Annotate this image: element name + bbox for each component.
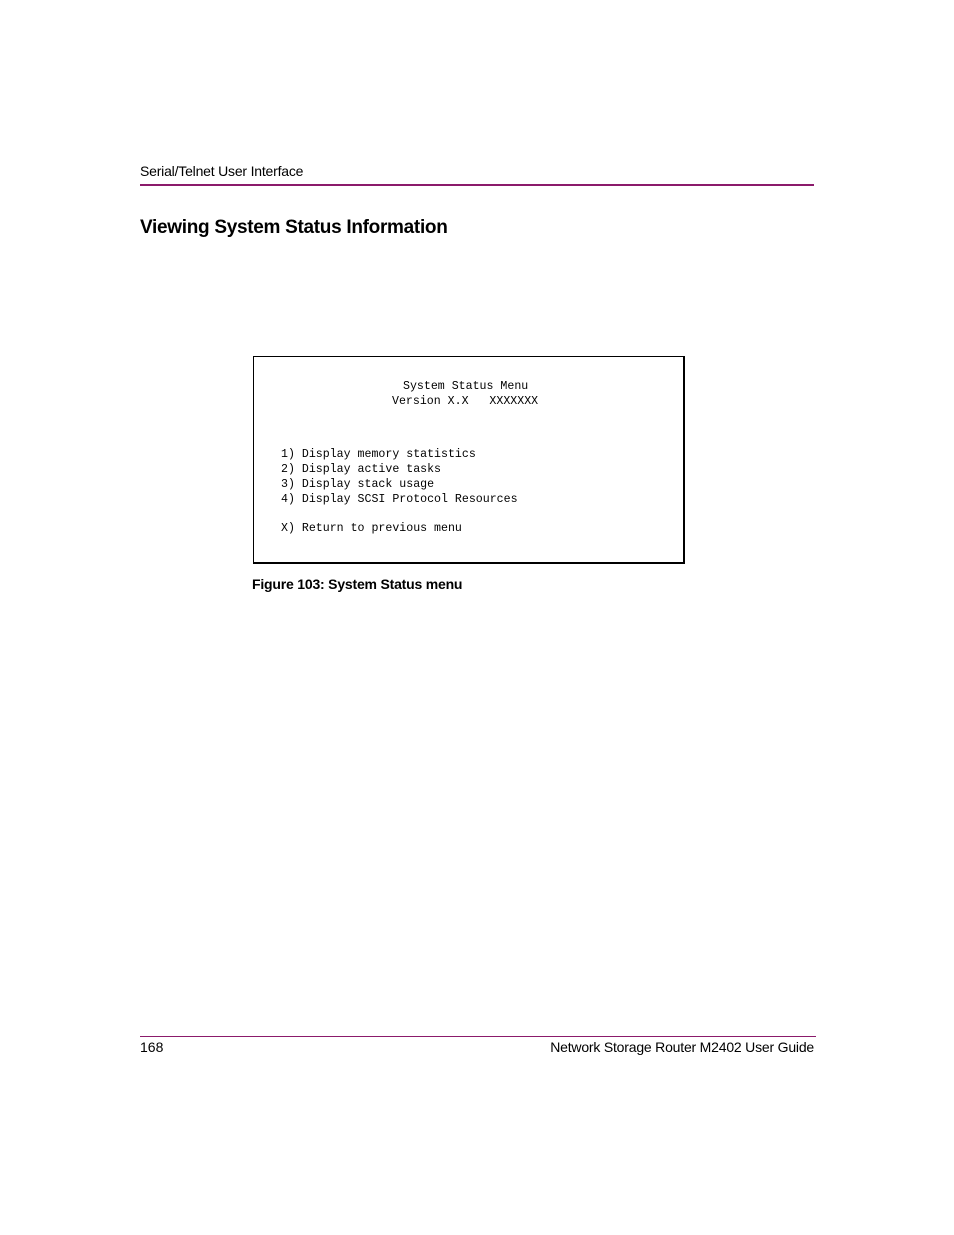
menu-option-memory[interactable]: 1) Display memory statistics: [281, 448, 476, 461]
terminal-screenshot: [253, 356, 685, 564]
guide-title: Network Storage Router M2402 User Guide: [550, 1039, 814, 1055]
header-rule: [140, 184, 814, 186]
section-title: Viewing System Status Information: [140, 217, 448, 238]
menu-option-scsi[interactable]: 4) Display SCSI Protocol Resources: [281, 493, 518, 506]
figure-caption: Figure 103: System Status menu: [252, 576, 463, 592]
menu-title: System Status Menu: [403, 380, 529, 393]
footer-rule: [140, 1036, 816, 1037]
menu-option-return[interactable]: X) Return to previous menu: [281, 522, 462, 535]
menu-option-stack[interactable]: 3) Display stack usage: [281, 478, 435, 491]
page-number: 168: [140, 1039, 164, 1055]
menu-option-tasks[interactable]: 2) Display active tasks: [281, 463, 442, 476]
version-line: Version X.X XXXXXXX: [392, 395, 539, 408]
running-header: Serial/Telnet User Interface: [140, 163, 304, 179]
